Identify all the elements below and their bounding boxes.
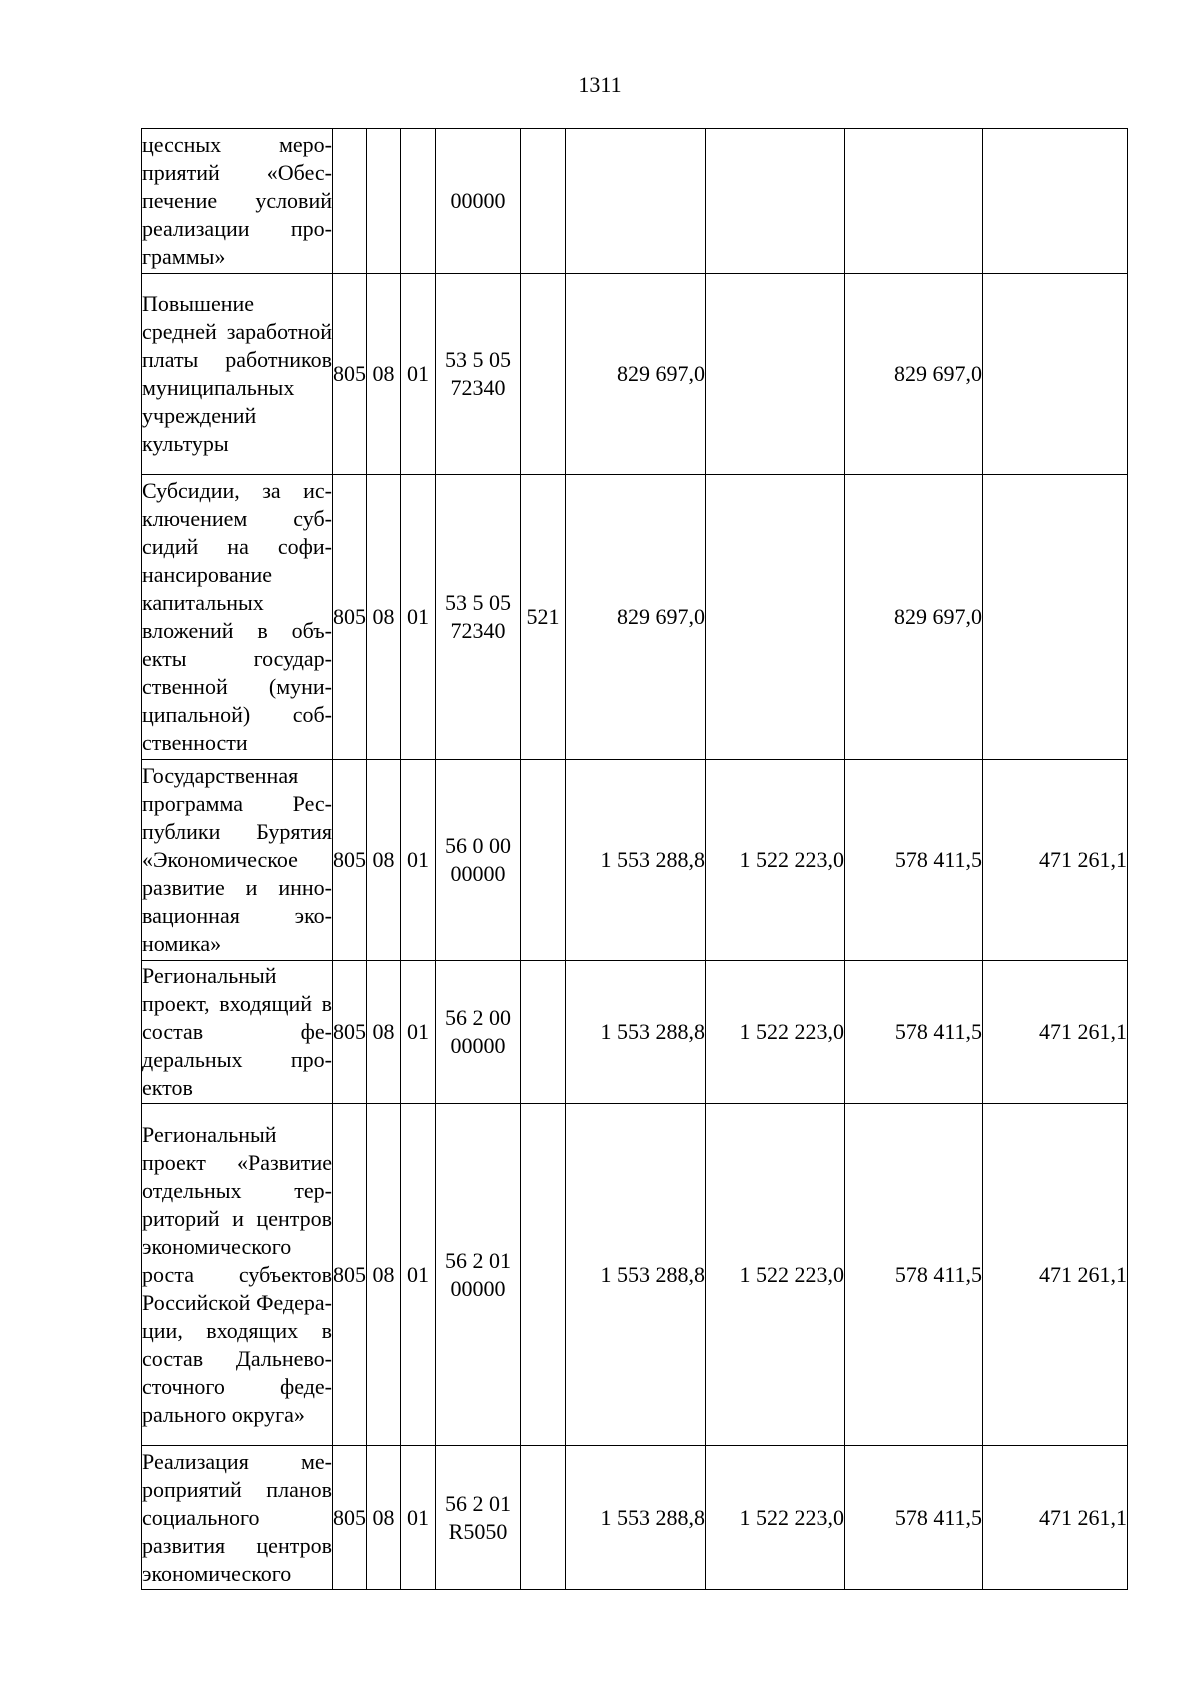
amount-3: 578 411,5 [845,760,983,961]
page-number: 1311 [578,72,622,97]
target-article-line2: 72340 [450,618,506,643]
target-article-code [436,1104,521,1446]
target-article-code [436,961,521,1104]
expense-type-code [521,1104,566,1446]
subsection-code: 01 [401,1104,436,1446]
amount-4: 471 261,1 [983,1104,1128,1446]
section-code: 08 [367,760,401,961]
target-article-line1: 56 0 00 [445,833,511,858]
budget-table [141,128,1128,1590]
ministry-code [333,129,367,274]
target-article-line1: 56 2 01 [445,1490,511,1516]
target-article-line2: R5050 [448,1518,508,1544]
row-name: цессных мероприятий «Обеспечение условий реализации программы» [142,129,333,274]
amount-1: 829 697,0 [566,475,706,760]
target-article-line2: 00000 [450,861,506,886]
amount-4: 471 261,1 [983,961,1128,1104]
amount-3 [845,129,983,274]
subsection-code: 01 [401,760,436,961]
subsection-code: 01 [401,274,436,475]
ministry-code: 805 [333,961,367,1104]
amount-2 [706,274,845,475]
table-row [142,1446,1128,1590]
table-row [142,274,1128,475]
amount-2: 1 522 223,0 [706,1446,845,1590]
subsection-code: 01 [401,961,436,1104]
amount-1: 1 553 288,8 [566,1446,706,1590]
subsection-code: 01 [401,1446,436,1590]
expense-type-code [521,760,566,961]
amount-2: 1 522 223,0 [706,961,845,1104]
ministry-code: 805 [333,1446,367,1590]
amount-3: 578 411,5 [845,1446,983,1590]
amount-3: 578 411,5 [845,1104,983,1446]
target-article-code [436,1446,521,1590]
target-article-line1: 56 2 01 [445,1247,511,1273]
target-article-line1: 53 5 05 [445,590,511,615]
table-row [142,760,1128,961]
amount-4: 471 261,1 [983,760,1128,961]
amount-1: 1 553 288,8 [566,961,706,1104]
row-name: Повышение средней заработной платы работников муниципальных учреждений культуры [142,274,333,475]
row-name: Субсидии, за исключением субсидий на софинансирование капитальных вложений в объекты государственной (муниципальной) собственности [142,475,333,760]
target-article-code [436,760,521,961]
amount-4 [983,274,1128,475]
target-article-line1: 56 2 00 [445,1005,511,1030]
ministry-code: 805 [333,274,367,475]
amount-2: 1 522 223,0 [706,760,845,961]
table-row [142,961,1128,1104]
section-code [367,129,401,274]
amount-4 [983,129,1128,274]
amount-4: 471 261,1 [983,1446,1128,1590]
amount-2 [706,475,845,760]
ministry-code: 805 [333,760,367,961]
row-name: Региональный проект «Развитие отдельных территорий и центров экономического роста субъектов Российской Федерации, входящих в состав Дальневосточного федерального округа» [142,1104,333,1446]
table-row [142,475,1128,760]
expense-type-code: 521 [521,475,566,760]
expense-type-code [521,129,566,274]
amount-3: 829 697,0 [845,274,983,475]
amount-2 [706,129,845,274]
expense-type-code [521,961,566,1104]
subsection-code: 01 [401,475,436,760]
section-code: 08 [367,1446,401,1590]
amount-3: 578 411,5 [845,961,983,1104]
amount-1: 1 553 288,8 [566,1104,706,1446]
subsection-code [401,129,436,274]
row-name: Региональный проект, входящий в состав федеральных проектов [142,961,333,1104]
row-name: Государственная программа Республики Бурятия «Экономическое развитие и инновационная экономика» [142,760,333,961]
expense-type-code [521,1446,566,1590]
target-article-code [436,129,521,274]
expense-type-code [521,274,566,475]
target-article-code [436,475,521,760]
amount-4 [983,475,1128,760]
amount-1 [566,129,706,274]
amount-1: 1 553 288,8 [566,760,706,961]
target-article-line1: 00000 [450,188,506,213]
target-article-line2: 00000 [450,1033,506,1058]
amount-1: 829 697,0 [566,274,706,475]
amount-2: 1 522 223,0 [706,1104,845,1446]
section-code: 08 [367,961,401,1104]
section-code: 08 [367,274,401,475]
table-row [142,129,1128,274]
row-name: Реализация мероприятий планов социального развития центров экономического [142,1446,333,1590]
target-article-line2: 72340 [450,375,506,400]
target-article-line1: 53 5 05 [445,347,511,372]
ministry-code: 805 [333,475,367,760]
amount-3: 829 697,0 [845,475,983,760]
section-code: 08 [367,1104,401,1446]
table-row [142,1104,1128,1446]
target-article-line2: 00000 [450,1275,506,1301]
ministry-code: 805 [333,1104,367,1446]
section-code: 08 [367,475,401,760]
target-article-code [436,274,521,475]
